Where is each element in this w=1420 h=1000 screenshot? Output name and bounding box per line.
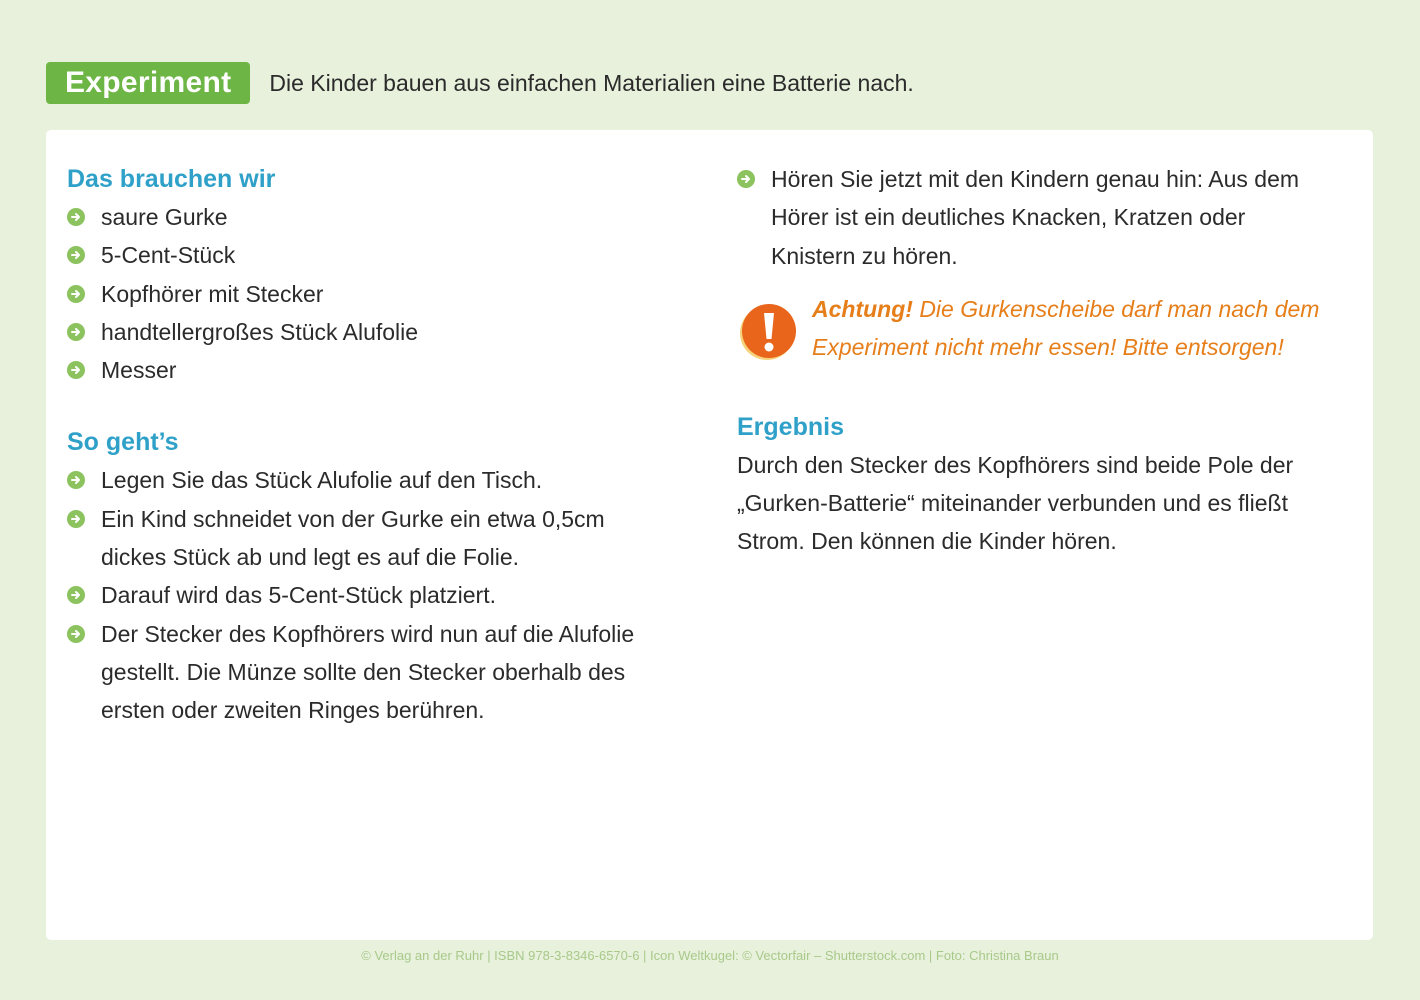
arrow-bullet-icon xyxy=(67,323,85,341)
warning-text xyxy=(812,290,1357,367)
result-text: Durch den Stecker des Kopfhörers sind beide Pole der „Gurken-Batterie“ miteinander verbunden und es fließt Strom. Den können die Kinder hören. xyxy=(737,451,1294,555)
exclamation-icon xyxy=(737,301,799,363)
header-subtitle: Die Kinder bauen aus einfachen Materialien eine Batterie nach. xyxy=(269,69,914,96)
result-heading: Ergebnis xyxy=(737,412,844,441)
footer-credits: © Verlag an der Ruhr | ISBN 978-3-8346-6570-6 | Icon Weltkugel: © Vectorfair – Shutterstock.com | Foto: Christina Braun xyxy=(361,948,1059,963)
arrow-bullet-icon xyxy=(67,586,85,604)
list-item: saure Gurke xyxy=(67,198,707,236)
arrow-bullet-icon xyxy=(67,361,85,379)
arrow-bullet-icon xyxy=(67,625,85,643)
arrow-bullet-icon xyxy=(67,471,85,489)
warning-body: Die Gurkenscheibe darf man nach dem Experiment nicht mehr essen! Bitte entsorgen! xyxy=(812,295,1320,361)
steps-list-continued xyxy=(737,160,1357,275)
list-item: Ein Kind schneidet von der Gurke ein etwa 0,5cm dickes Stück ab und legt es auf die Folie. xyxy=(67,500,671,577)
list-item: Legen Sie das Stück Alufolie auf den Tisch. xyxy=(67,461,707,499)
list-item: handtellergroßes Stück Alufolie xyxy=(67,313,707,351)
arrow-bullet-icon xyxy=(67,208,85,226)
right-column xyxy=(737,160,1357,561)
list-item: Darauf wird das 5-Cent-Stück platziert. xyxy=(67,576,707,614)
list-item: Messer xyxy=(67,351,707,389)
warning-box xyxy=(737,295,1357,374)
warning-label: Achtung! xyxy=(812,295,913,322)
list-item: Kopfhörer mit Stecker xyxy=(67,275,707,313)
list-item: Hören Sie jetzt mit den Kindern genau hin: Aus dem Hörer ist ein deutliches Knacken, Kratzen oder Knistern zu hören. xyxy=(737,160,1331,275)
left-column xyxy=(67,160,707,730)
arrow-bullet-icon xyxy=(67,510,85,528)
header xyxy=(46,62,914,104)
materials-list xyxy=(67,198,707,389)
arrow-bullet-icon xyxy=(737,170,755,188)
materials-heading: Das brauchen wir xyxy=(67,165,276,193)
arrow-bullet-icon xyxy=(67,285,85,303)
list-item: Der Stecker des Kopfhörers wird nun auf die Alufolie gestellt. Die Münze sollte den Stecker oberhalb des ersten oder zweiten Ringes berühren. xyxy=(67,615,681,730)
content-card xyxy=(46,130,1373,940)
experiment-badge: Experiment xyxy=(46,62,250,104)
arrow-bullet-icon xyxy=(67,246,85,264)
list-item: 5-Cent-Stück xyxy=(67,236,707,274)
steps-list xyxy=(67,461,707,729)
steps-heading: So geht’s xyxy=(67,428,179,457)
